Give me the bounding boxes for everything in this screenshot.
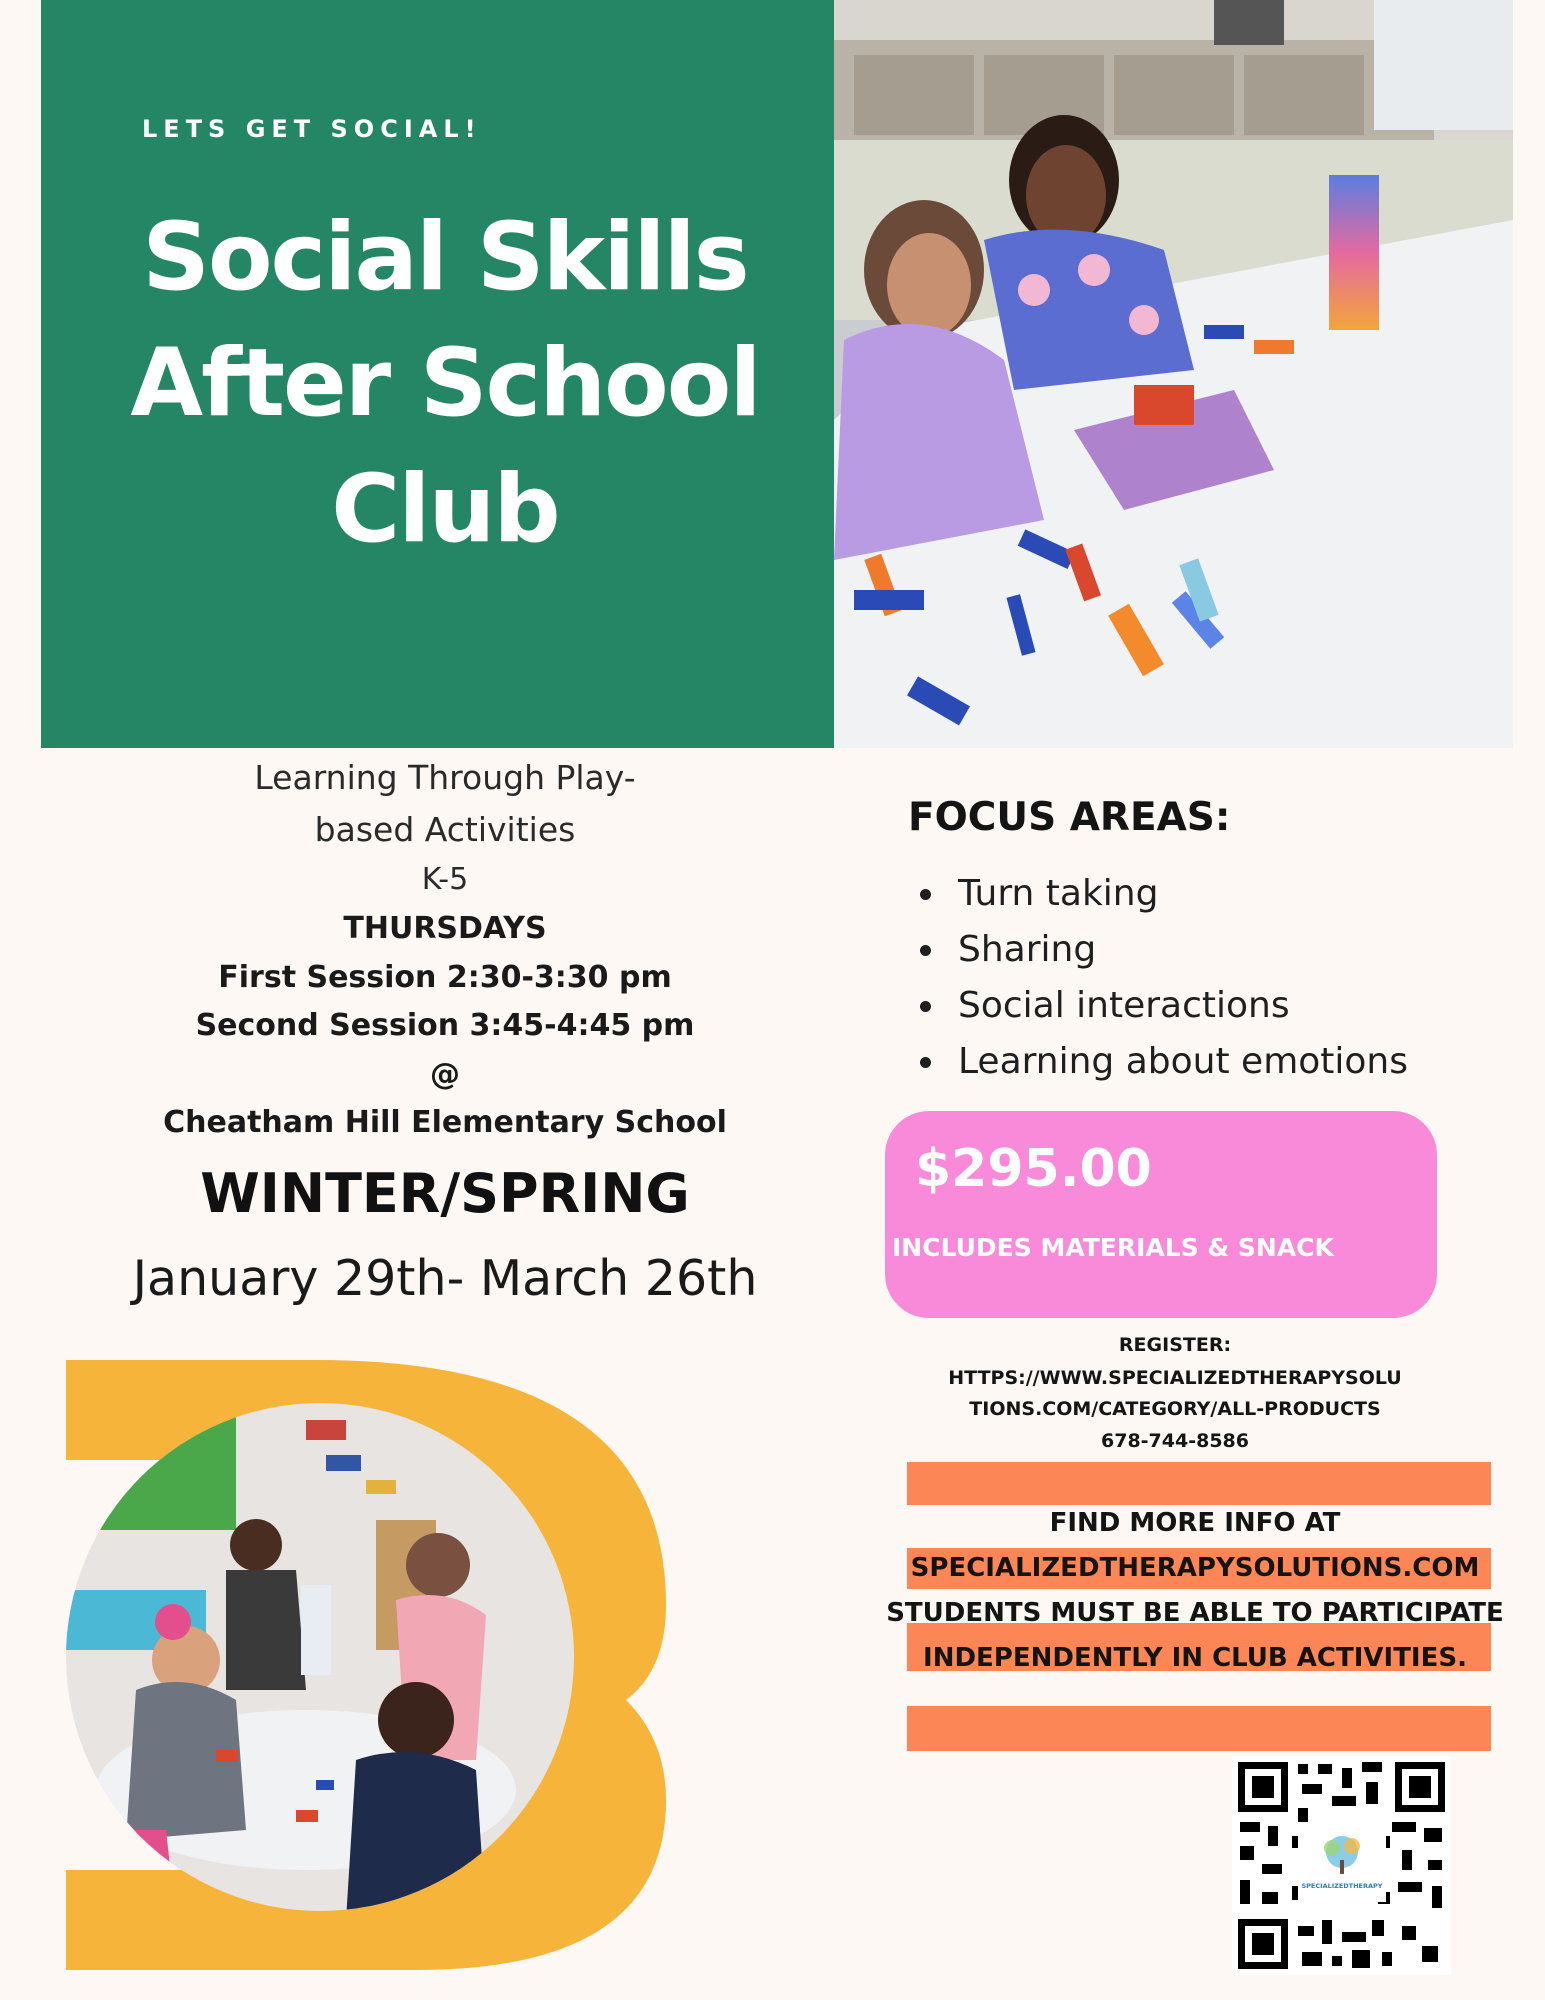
- phone-number: 678-744-8586: [1101, 1430, 1249, 1452]
- page-title: Social Skills After School Club: [130, 203, 760, 564]
- bullet-icon: [920, 945, 931, 956]
- orange-bar: [907, 1462, 1491, 1505]
- price-box: [885, 1111, 1437, 1318]
- bullet-icon: [920, 889, 931, 900]
- date-range: January 29th- March 26th: [132, 1250, 758, 1307]
- focus-item-label: Learning about emotions: [958, 1041, 1408, 1082]
- requirement-note-continued: INDEPENDENTLY IN CLUB ACTIVITIES.: [923, 1643, 1467, 1673]
- focus-item-label: Sharing: [958, 929, 1097, 970]
- classroom-photo: [834, 0, 1513, 748]
- focus-item-label: Social interactions: [958, 985, 1290, 1026]
- season-heading: WINTER/SPRING: [200, 1162, 690, 1225]
- subtitle-text: Learning Through Play-based Activities: [254, 758, 636, 849]
- qr-logo-text: SPECIALIZEDTHERAPY: [1301, 1882, 1383, 1890]
- session-1: First Session 2:30-3:30 pm: [218, 960, 672, 995]
- register-link-continued[interactable]: TIONS.COM/CATEGORY/ALL-PRODUCTS: [969, 1398, 1381, 1420]
- list-item: [920, 978, 1408, 1034]
- find-more-info: FIND MORE INFO AT: [1049, 1508, 1341, 1538]
- register-label: REGISTER:: [1118, 1334, 1232, 1356]
- price: $295.00: [915, 1139, 1152, 1199]
- bullet-icon: [920, 1001, 931, 1012]
- subtitle: [40, 752, 850, 856]
- school-name: Cheatham Hill Elementary School: [163, 1105, 727, 1140]
- list-item: [920, 1034, 1408, 1090]
- website-link[interactable]: SPECIALIZEDTHERAPYSOLUTIONS.COM: [910, 1553, 1480, 1583]
- price-includes: INCLUDES MATERIALS & SNACK: [892, 1233, 1334, 1262]
- list-item: [920, 866, 1408, 922]
- at-symbol: @: [430, 1057, 460, 1092]
- focus-areas-heading: FOCUS AREAS:: [908, 795, 1231, 840]
- day-of-week: THURSDAYS: [343, 911, 547, 946]
- qr-code[interactable]: [1232, 1756, 1451, 1975]
- requirement-note: STUDENTS MUST BE ABLE TO PARTICIPATE: [886, 1598, 1504, 1628]
- decorative-graphic: [66, 1360, 666, 1970]
- focus-areas-list: [920, 866, 1408, 1090]
- session-2: Second Session 3:45-4:45 pm: [195, 1008, 695, 1043]
- list-item: [920, 922, 1408, 978]
- tagline: LETS GET SOCIAL!: [142, 115, 482, 143]
- bullet-icon: [920, 1057, 931, 1068]
- orange-bar: [907, 1706, 1491, 1751]
- focus-item-label: Turn taking: [958, 873, 1159, 914]
- register-link[interactable]: HTTPS://WWW.SPECIALIZEDTHERAPYSOLU: [948, 1367, 1402, 1389]
- grade-range: K-5: [421, 862, 469, 897]
